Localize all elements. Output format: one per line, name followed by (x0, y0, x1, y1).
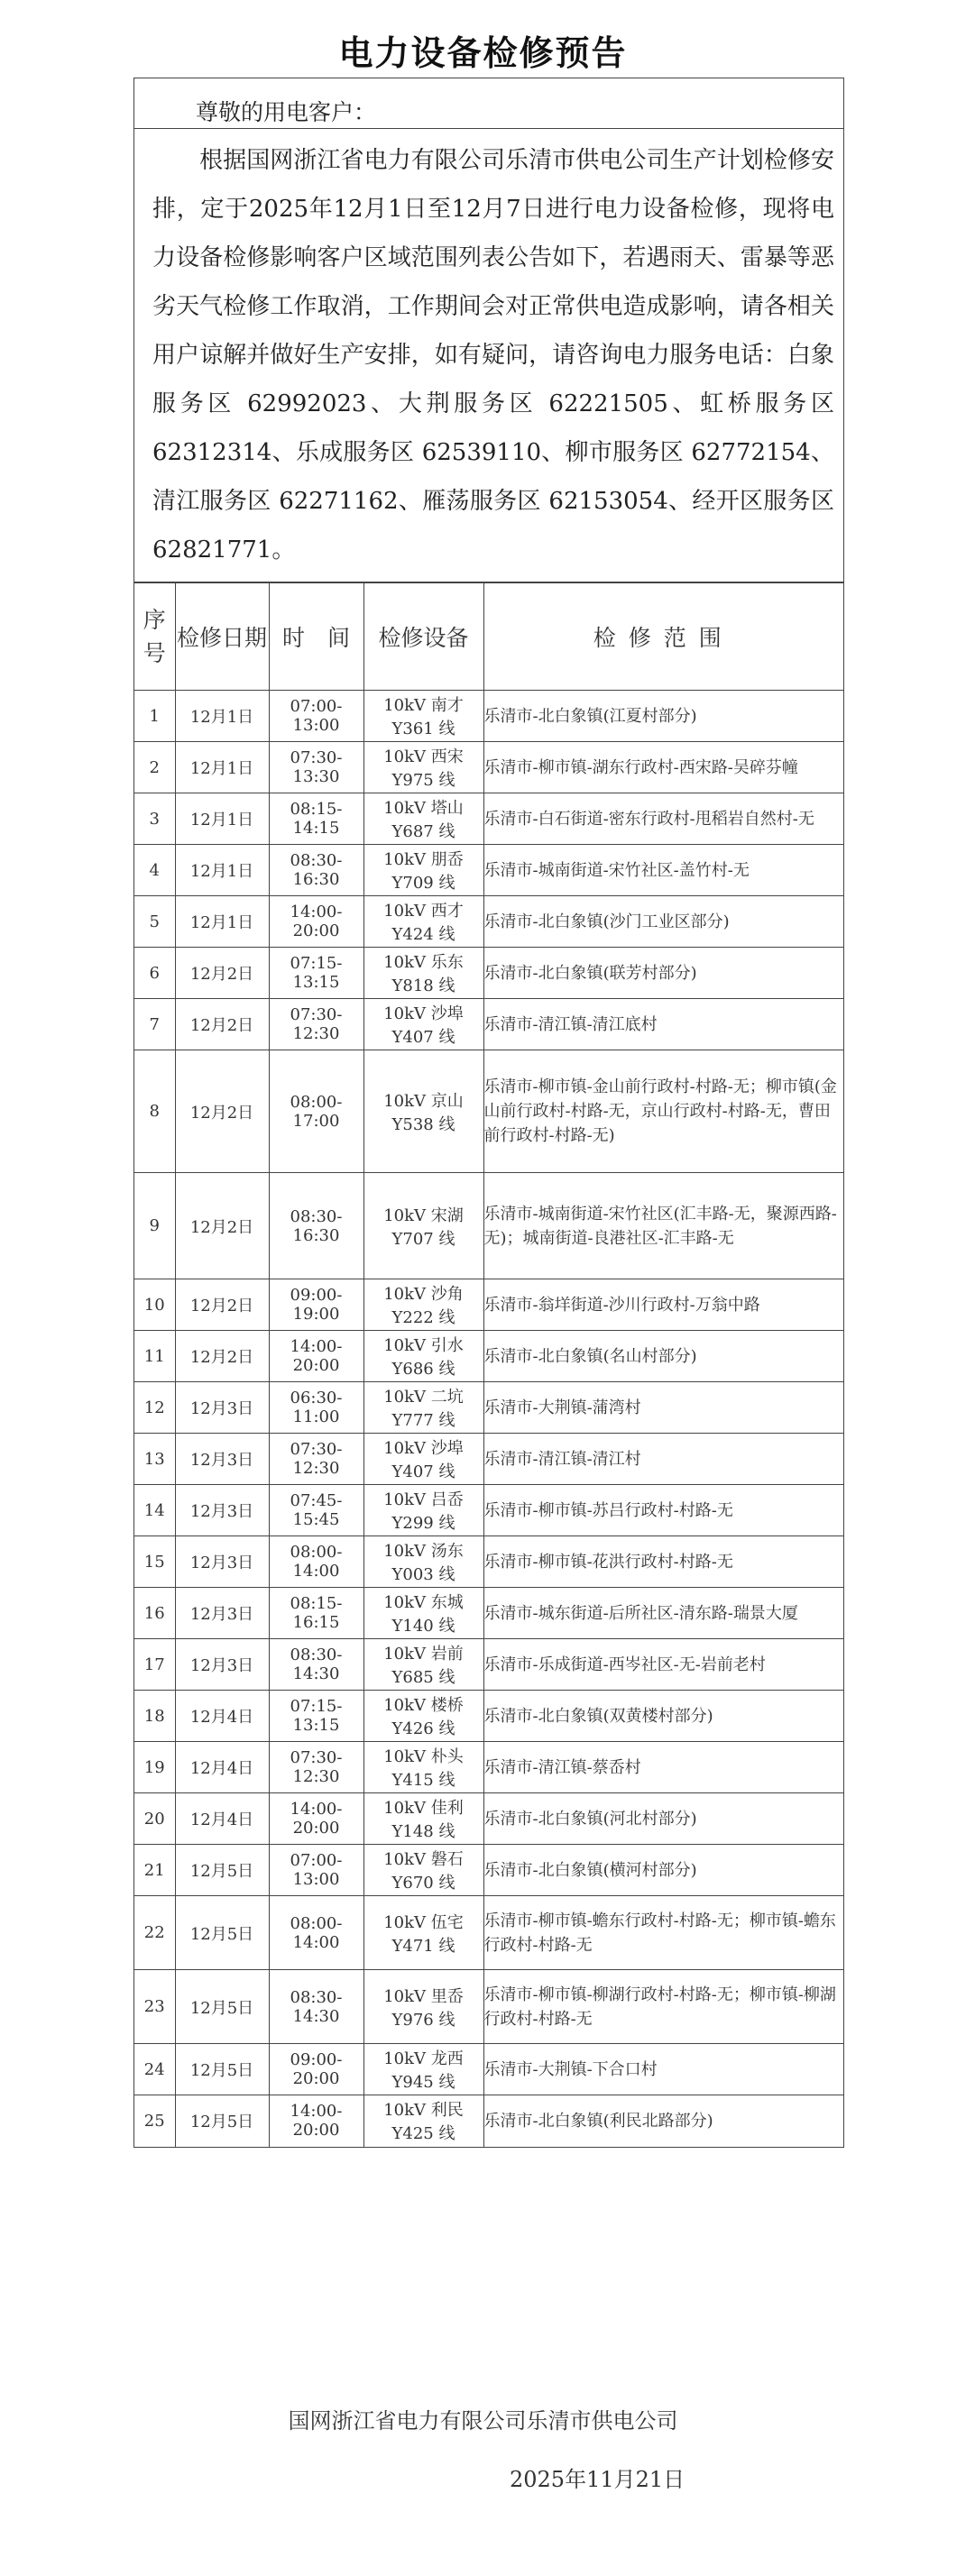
row-no: 1 (134, 691, 175, 742)
table-row (134, 999, 843, 1050)
row-no: 3 (134, 793, 175, 845)
table-row (134, 793, 843, 845)
row-device: 10kV 京山 Y538 线 (363, 1050, 483, 1173)
row-scope: 乐清市-北白象镇(江夏村部分) (483, 691, 843, 742)
row-time: 06:30-11:00 (269, 1382, 363, 1434)
row-scope: 乐清市-城南街道-宋竹社区-盖竹村-无 (483, 845, 843, 896)
row-time: 08:15-16:15 (269, 1588, 363, 1639)
row-scope: 乐清市-柳市镇-湖东行政村-西宋路-吴碎芬幢 (483, 742, 843, 793)
row-date: 12月1日 (175, 845, 269, 896)
row-no: 21 (134, 1845, 175, 1896)
row-time: 08:00-14:00 (269, 1536, 363, 1588)
table-row (134, 948, 843, 999)
header-time: 时 间 (269, 583, 363, 691)
table-row (134, 1434, 843, 1485)
table-row (134, 1793, 843, 1845)
row-date: 12月5日 (175, 1896, 269, 1970)
row-time: 14:00-20:00 (269, 1793, 363, 1845)
table-row (134, 1173, 843, 1279)
table-row (134, 1691, 843, 1742)
greeting: 尊敬的用电客户： (134, 78, 843, 129)
row-date: 12月3日 (175, 1639, 269, 1691)
row-device: 10kV 东城 Y140 线 (363, 1588, 483, 1639)
row-date: 12月4日 (175, 1793, 269, 1845)
header-scope: 检修范围 (483, 583, 843, 691)
table-row (134, 1382, 843, 1434)
row-device: 10kV 朴头 Y415 线 (363, 1742, 483, 1793)
row-device: 10kV 佳利 Y148 线 (363, 1793, 483, 1845)
table-row (134, 742, 843, 793)
table-row (134, 1279, 843, 1331)
notice-frame (133, 78, 844, 2148)
row-date: 12月4日 (175, 1691, 269, 1742)
row-date: 12月2日 (175, 1173, 269, 1279)
row-date: 12月2日 (175, 1279, 269, 1331)
row-device: 10kV 朋岙 Y709 线 (363, 845, 483, 896)
table-row (134, 2095, 843, 2147)
table-row (134, 1639, 843, 1691)
row-no: 23 (134, 1970, 175, 2044)
header-device: 检修设备 (363, 583, 483, 691)
row-scope: 乐清市-北白象镇(名山村部分) (483, 1331, 843, 1382)
row-scope: 乐清市-乐成街道-西岑社区-无-岩前老村 (483, 1639, 843, 1691)
row-no: 16 (134, 1588, 175, 1639)
row-device: 10kV 二坑 Y777 线 (363, 1382, 483, 1434)
row-scope: 乐清市-北白象镇(沙门工业区部分) (483, 896, 843, 948)
header-date: 检修日期 (175, 583, 269, 691)
row-device: 10kV 乐东 Y818 线 (363, 948, 483, 999)
row-scope: 乐清市-柳市镇-苏吕行政村-村路-无 (483, 1485, 843, 1536)
row-scope: 乐清市-柳市镇-柳湖行政村-村路-无；柳市镇-柳湖行政村-村路-无 (483, 1970, 843, 2044)
row-device: 10kV 吕岙 Y299 线 (363, 1485, 483, 1536)
row-time: 07:30-12:30 (269, 1742, 363, 1793)
row-device: 10kV 西才 Y424 线 (363, 896, 483, 948)
row-no: 20 (134, 1793, 175, 1845)
row-no: 14 (134, 1485, 175, 1536)
row-time: 07:00-13:00 (269, 1845, 363, 1896)
row-device: 10kV 楼桥 Y426 线 (363, 1691, 483, 1742)
row-scope: 乐清市-城东街道-后所社区-清东路-瑞景大厦 (483, 1588, 843, 1639)
page-title: 电力设备检修预告 (338, 33, 628, 73)
row-device: 10kV 引水 Y686 线 (363, 1331, 483, 1382)
footer-date: 2025年11月21日 (510, 2467, 685, 2492)
row-device: 10kV 沙埠 Y407 线 (363, 999, 483, 1050)
row-no: 5 (134, 896, 175, 948)
table-row (134, 1050, 843, 1173)
row-device: 10kV 汤东 Y003 线 (363, 1536, 483, 1588)
table-row (134, 1845, 843, 1896)
table-row (134, 2044, 843, 2095)
row-scope: 乐清市-柳市镇-金山前行政村-村路-无；柳市镇(金山前行政村-村路-无，京山行政村-村路-无，曹田前行政村-村路-无) (483, 1050, 843, 1173)
row-no: 13 (134, 1434, 175, 1485)
row-time: 07:30-12:30 (269, 999, 363, 1050)
row-device: 10kV 西宋 Y975 线 (363, 742, 483, 793)
row-date: 12月4日 (175, 1742, 269, 1793)
row-no: 8 (134, 1050, 175, 1173)
row-device: 10kV 龙西 Y945 线 (363, 2044, 483, 2095)
row-time: 08:30-14:30 (269, 1639, 363, 1691)
table-row (134, 1896, 843, 1970)
table-row (134, 1742, 843, 1793)
row-no: 6 (134, 948, 175, 999)
row-device: 10kV 伍宅 Y471 线 (363, 1896, 483, 1970)
row-time: 08:00-17:00 (269, 1050, 363, 1173)
row-no: 2 (134, 742, 175, 793)
row-device: 10kV 南才 Y361 线 (363, 691, 483, 742)
row-date: 12月5日 (175, 2095, 269, 2147)
row-no: 25 (134, 2095, 175, 2147)
row-scope: 乐清市-大荆镇-下合口村 (483, 2044, 843, 2095)
row-time: 14:00-20:00 (269, 2095, 363, 2147)
intro-paragraph (134, 129, 843, 582)
row-no: 19 (134, 1742, 175, 1793)
row-scope: 乐清市-清江镇-清江底村 (483, 999, 843, 1050)
row-device: 10kV 塔山 Y687 线 (363, 793, 483, 845)
row-no: 22 (134, 1896, 175, 1970)
footer-company: 国网浙江省电力有限公司乐清市供电公司 (288, 2408, 678, 2434)
table-row (134, 691, 843, 742)
row-scope: 乐清市-北白象镇(横河村部分) (483, 1845, 843, 1896)
row-no: 7 (134, 999, 175, 1050)
row-device: 10kV 沙埠 Y407 线 (363, 1434, 483, 1485)
row-no: 4 (134, 845, 175, 896)
row-time: 07:15-13:15 (269, 948, 363, 999)
row-time: 08:30-16:30 (269, 1173, 363, 1279)
row-time: 07:45-15:45 (269, 1485, 363, 1536)
table-row (134, 1485, 843, 1536)
intro-text: 根据国网浙江省电力有限公司乐清市供电公司生产计划检修安排，定于2025年12月1日至12月7日进行电力设备检修，现将电力设备检修影响客户区域范围列表公告如下，若遇雨天、雷暴等恶劣天气检修工作取消，工作期间会对正常供电造成影响，请各相关用户谅解并做好生产安排，如有疑问，请咨询电力服务电话：白象服务区 62992023、大荆服务区 62221505、虹桥服务区 62312314、乐成服务区 62539110、柳市服务区 62772154、清江服务区 62271162、雁荡服务区 62153054、经开区服务区 62821771。 (152, 147, 834, 564)
row-date: 12月2日 (175, 948, 269, 999)
row-scope: 乐清市-翁垟街道-沙川行政村-万翁中路 (483, 1279, 843, 1331)
row-time: 09:00-19:00 (269, 1279, 363, 1331)
row-time: 09:00-20:00 (269, 2044, 363, 2095)
row-no: 11 (134, 1331, 175, 1382)
row-no: 18 (134, 1691, 175, 1742)
row-device: 10kV 利民 Y425 线 (363, 2095, 483, 2147)
row-time: 08:15-14:15 (269, 793, 363, 845)
row-scope: 乐清市-北白象镇(河北村部分) (483, 1793, 843, 1845)
table-row (134, 1970, 843, 2044)
table-row (134, 1331, 843, 1382)
row-scope: 乐清市-清江镇-清江村 (483, 1434, 843, 1485)
row-no: 24 (134, 2044, 175, 2095)
table-row (134, 845, 843, 896)
row-no: 10 (134, 1279, 175, 1331)
row-date: 12月2日 (175, 1050, 269, 1173)
row-date: 12月5日 (175, 2044, 269, 2095)
row-time: 07:30-13:30 (269, 742, 363, 793)
row-scope: 乐清市-柳市镇-蟾东行政村-村路-无；柳市镇-蟾东行政村-村路-无 (483, 1896, 843, 1970)
row-date: 12月1日 (175, 691, 269, 742)
row-date: 12月3日 (175, 1434, 269, 1485)
row-scope: 乐清市-清江镇-蔡岙村 (483, 1742, 843, 1793)
row-scope: 乐清市-大荆镇-蒲湾村 (483, 1382, 843, 1434)
row-date: 12月1日 (175, 742, 269, 793)
row-date: 12月3日 (175, 1485, 269, 1536)
row-device: 10kV 岩前 Y685 线 (363, 1639, 483, 1691)
row-date: 12月5日 (175, 1845, 269, 1896)
row-scope: 乐清市-柳市镇-花洪行政村-村路-无 (483, 1536, 843, 1588)
row-time: 14:00-20:00 (269, 896, 363, 948)
row-time: 07:30-12:30 (269, 1434, 363, 1485)
row-time: 08:00-14:00 (269, 1896, 363, 1970)
table-row (134, 1588, 843, 1639)
schedule-table (134, 582, 843, 2147)
header-no: 序 号 (134, 583, 175, 691)
row-device: 10kV 宋湖 Y707 线 (363, 1173, 483, 1279)
row-no: 17 (134, 1639, 175, 1691)
row-time: 08:30-16:30 (269, 845, 363, 896)
row-date: 12月2日 (175, 999, 269, 1050)
row-date: 12月3日 (175, 1382, 269, 1434)
row-scope: 乐清市-白石街道-密东行政村-甩稻岩自然村-无 (483, 793, 843, 845)
row-date: 12月1日 (175, 896, 269, 948)
row-date: 12月1日 (175, 793, 269, 845)
row-time: 14:00-20:00 (269, 1331, 363, 1382)
row-device: 10kV 磐石 Y670 线 (363, 1845, 483, 1896)
row-time: 07:15-13:15 (269, 1691, 363, 1742)
table-row (134, 1536, 843, 1588)
table-header-row (134, 583, 843, 691)
row-date: 12月2日 (175, 1331, 269, 1382)
row-date: 12月3日 (175, 1536, 269, 1588)
row-date: 12月3日 (175, 1588, 269, 1639)
row-no: 15 (134, 1536, 175, 1588)
row-no: 12 (134, 1382, 175, 1434)
row-scope: 乐清市-北白象镇(双黄楼村部分) (483, 1691, 843, 1742)
row-device: 10kV 里岙 Y976 线 (363, 1970, 483, 2044)
row-date: 12月5日 (175, 1970, 269, 2044)
row-no: 9 (134, 1173, 175, 1279)
row-scope: 乐清市-北白象镇(联芳村部分) (483, 948, 843, 999)
row-time: 07:00-13:00 (269, 691, 363, 742)
table-row (134, 896, 843, 948)
row-scope: 乐清市-北白象镇(利民北路部分) (483, 2095, 843, 2147)
row-scope: 乐清市-城南街道-宋竹社区(汇丰路-无，聚源西路-无)；城南街道-良港社区-汇丰路-无 (483, 1173, 843, 1279)
row-time: 08:30-14:30 (269, 1970, 363, 2044)
row-device: 10kV 沙角 Y222 线 (363, 1279, 483, 1331)
